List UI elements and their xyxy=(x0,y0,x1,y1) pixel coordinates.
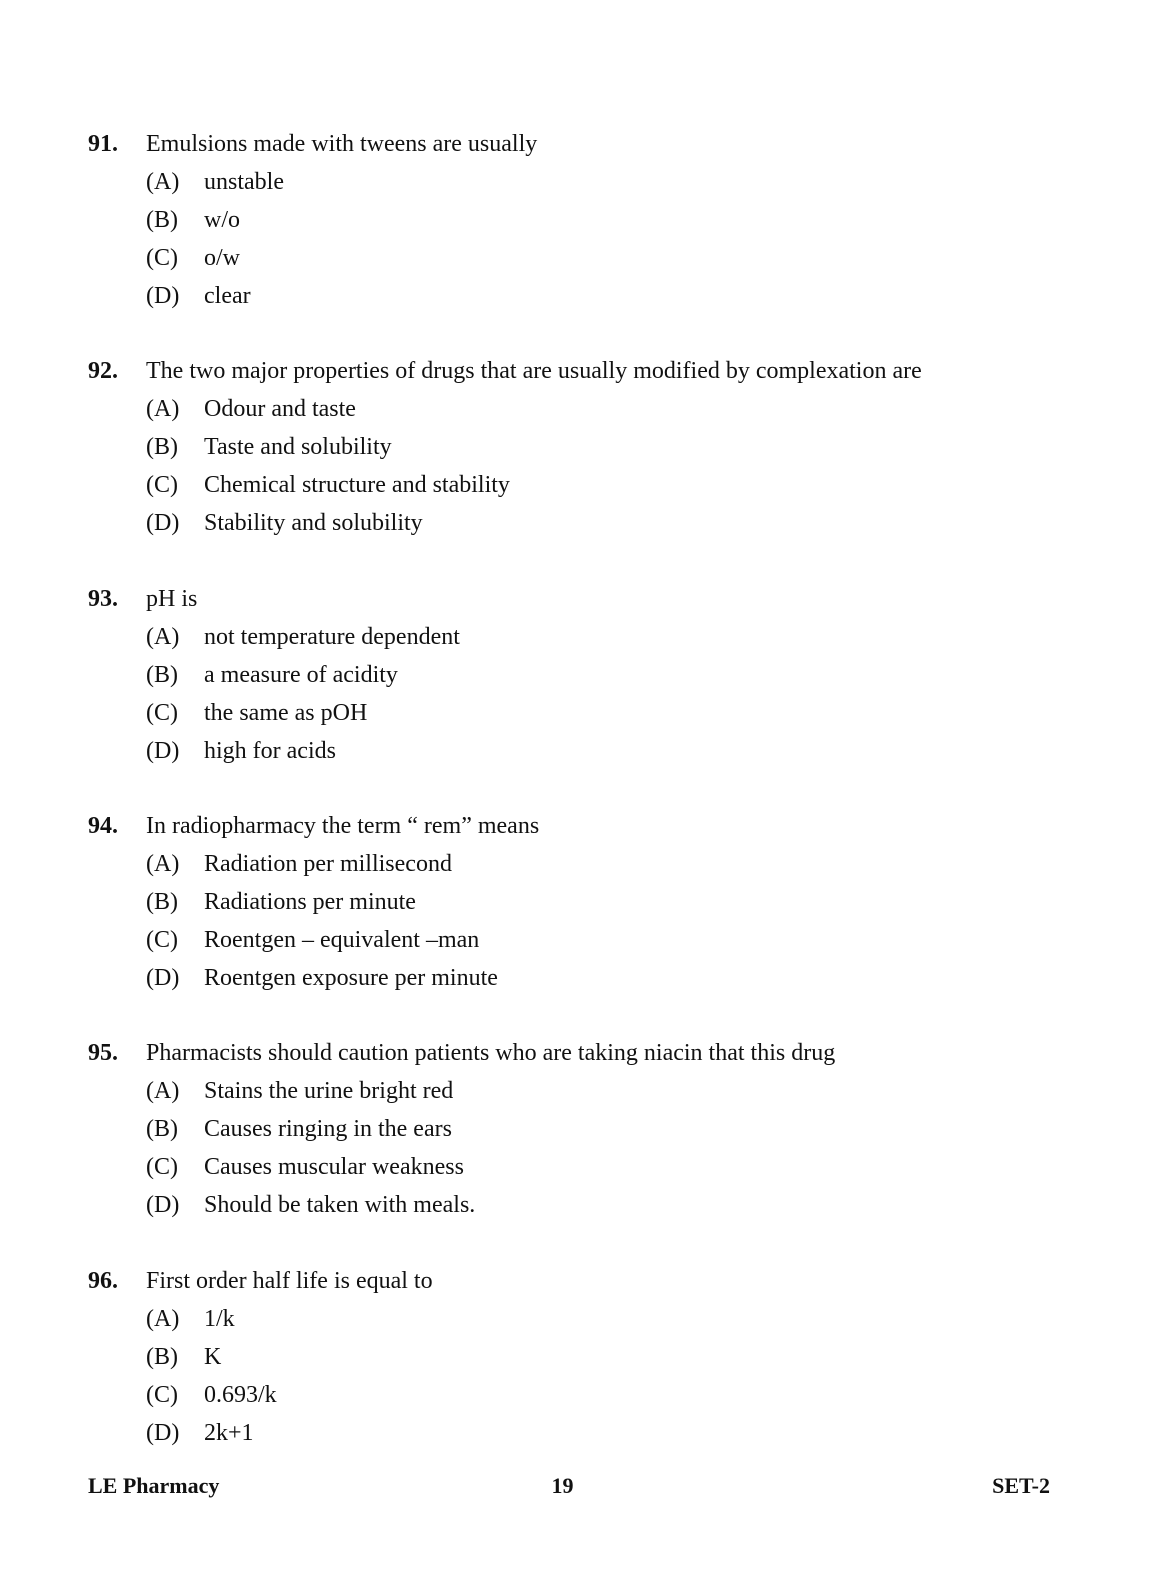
question-text: Pharmacists should caution patients who are taking niacin that this drug xyxy=(146,1040,836,1066)
option-a xyxy=(0,1072,1153,1110)
option-b xyxy=(0,428,1153,466)
option-label: (D) xyxy=(146,1192,180,1218)
option-text: Causes muscular weakness xyxy=(204,1154,464,1180)
option-text: Taste and solubility xyxy=(204,434,392,460)
option-label: (B) xyxy=(146,207,178,233)
option-c xyxy=(0,1376,1153,1414)
option-label: (B) xyxy=(146,1344,178,1370)
option-d xyxy=(0,277,1153,315)
question-number: 95. xyxy=(88,1040,118,1066)
question-stem xyxy=(0,352,1153,390)
option-label: (A) xyxy=(146,169,180,195)
option-text: o/w xyxy=(204,245,240,271)
option-label: (A) xyxy=(146,1078,180,1104)
footer-subject: LE Pharmacy xyxy=(88,1473,220,1498)
option-c xyxy=(0,694,1153,732)
question-text: The two major properties of drugs that are usually modified by complexation are xyxy=(146,358,922,384)
option-text: Should be taken with meals. xyxy=(204,1192,476,1218)
option-text: 2k+1 xyxy=(204,1420,254,1446)
option-text: not temperature dependent xyxy=(204,624,460,650)
option-c xyxy=(0,466,1153,504)
question-94 xyxy=(0,807,1153,997)
option-label: (D) xyxy=(146,283,180,309)
option-text: 1/k xyxy=(204,1306,235,1332)
option-label: (C) xyxy=(146,1154,178,1180)
option-text: 0.693/k xyxy=(204,1382,277,1408)
question-stem xyxy=(0,580,1153,618)
option-text: w/o xyxy=(204,207,240,233)
option-d xyxy=(0,1414,1153,1452)
question-stem xyxy=(0,1262,1153,1300)
option-text: high for acids xyxy=(204,738,336,764)
option-text: a measure of acidity xyxy=(204,662,398,688)
option-label: (D) xyxy=(146,510,180,536)
option-text: Causes ringing in the ears xyxy=(204,1116,452,1142)
footer-set-code: SET-2 xyxy=(992,1473,1050,1498)
question-text: pH is xyxy=(146,586,198,612)
option-label: (A) xyxy=(146,624,180,650)
option-label: (D) xyxy=(146,965,180,991)
question-stem xyxy=(0,125,1153,163)
question-93 xyxy=(0,580,1153,770)
question-text: Emulsions made with tweens are usually xyxy=(146,131,538,157)
question-number: 92. xyxy=(88,358,118,384)
page-footer xyxy=(0,1471,1153,1501)
option-label: (C) xyxy=(146,1382,178,1408)
question-95 xyxy=(0,1034,1153,1224)
option-text: Roentgen exposure per minute xyxy=(204,965,498,991)
question-91 xyxy=(0,125,1153,315)
question-number: 96. xyxy=(88,1268,118,1294)
question-96 xyxy=(0,1262,1153,1452)
option-d xyxy=(0,504,1153,542)
question-number: 94. xyxy=(88,813,118,839)
option-label: (B) xyxy=(146,1116,178,1142)
question-stem xyxy=(0,807,1153,845)
option-a xyxy=(0,390,1153,428)
option-label: (B) xyxy=(146,434,178,460)
option-label: (B) xyxy=(146,889,178,915)
option-text: Stains the urine bright red xyxy=(204,1078,454,1104)
option-b xyxy=(0,1110,1153,1148)
option-b xyxy=(0,201,1153,239)
option-text: Radiation per millisecond xyxy=(204,851,452,877)
option-text: Radiations per minute xyxy=(204,889,416,915)
option-label: (A) xyxy=(146,851,180,877)
option-label: (C) xyxy=(146,245,178,271)
option-c xyxy=(0,921,1153,959)
question-stem xyxy=(0,1034,1153,1072)
option-label: (C) xyxy=(146,472,178,498)
option-d xyxy=(0,732,1153,770)
footer-page-number: 19 xyxy=(551,1473,574,1498)
option-b xyxy=(0,883,1153,921)
question-number: 91. xyxy=(88,131,118,157)
option-label: (D) xyxy=(146,738,180,764)
option-label: (A) xyxy=(146,396,180,422)
option-c xyxy=(0,1148,1153,1186)
option-label: (D) xyxy=(146,1420,180,1446)
option-text: unstable xyxy=(204,169,284,195)
option-text: clear xyxy=(204,283,251,309)
option-d xyxy=(0,1186,1153,1224)
option-text: Roentgen – equivalent –man xyxy=(204,927,480,953)
option-text: K xyxy=(204,1344,222,1370)
option-label: (C) xyxy=(146,927,178,953)
option-text: Chemical structure and stability xyxy=(204,472,510,498)
option-a xyxy=(0,845,1153,883)
option-c xyxy=(0,239,1153,277)
option-text: Odour and taste xyxy=(204,396,356,422)
question-text: In radiopharmacy the term “ rem” means xyxy=(146,813,540,839)
question-92 xyxy=(0,352,1153,542)
option-label: (B) xyxy=(146,662,178,688)
question-number: 93. xyxy=(88,586,118,612)
option-a xyxy=(0,163,1153,201)
option-b xyxy=(0,656,1153,694)
option-label: (A) xyxy=(146,1306,180,1332)
option-label: (C) xyxy=(146,700,178,726)
option-a xyxy=(0,618,1153,656)
option-text: Stability and solubility xyxy=(204,510,423,536)
question-text: First order half life is equal to xyxy=(146,1268,433,1294)
option-d xyxy=(0,959,1153,997)
option-b xyxy=(0,1338,1153,1376)
option-a xyxy=(0,1300,1153,1338)
option-text: the same as pOH xyxy=(204,700,368,726)
